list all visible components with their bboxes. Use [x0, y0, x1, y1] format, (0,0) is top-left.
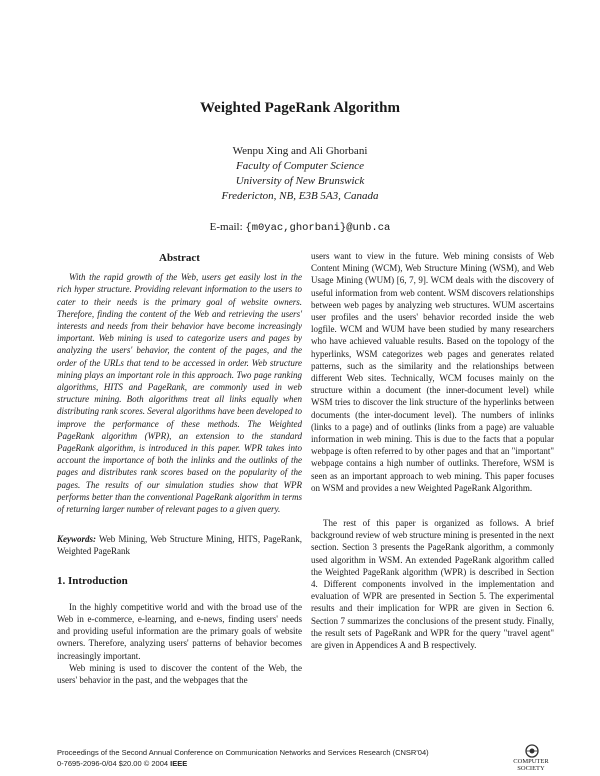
affiliation-faculty: Faculty of Computer Science [236, 160, 364, 172]
email-label: E-mail: [209, 221, 243, 233]
computer-society-label [500, 758, 562, 772]
paper-title: Weighted PageRank Algorithm [199, 100, 400, 116]
footer-isbn: 0-7695-2096-0/04 $20.00 © 2004 [57, 759, 169, 768]
left-column [57, 252, 302, 686]
email-line [0, 221, 600, 234]
abstract-heading: Abstract [159, 252, 200, 264]
footer-proceedings: Proceedings of the Second Annual Conference on Communication Networks and Services Research (CNSR'04) [57, 748, 429, 757]
right-column [311, 250, 554, 651]
intro-heading: 1. Introduction [57, 574, 128, 587]
logo-line-2: SOCIETY [517, 765, 545, 772]
keywords-label: Keywords: [57, 534, 96, 545]
right-paragraph-1: users want to view in the future. Web mining consists of Web Content Mining (WCM), Web Structure Mining (WSM), and Web Usage Mining (WUM) [6, 7, 9]. WCM deals with the discovery of useful information from web content. WSM discovers relationships between web pages by analyzing web structures. WUM ascertains user profiles and the users' behavior recorded inside the web logfile. WCM and WUM have been studied by many researchers who have achieved valuable results. Based on the topology of the hyperlinks, WSM categorizes web pages and generates related patterns, such as the similarity and the relationships between different Web sites. Technically, WCM focuses mainly on the structure within a document (the inner-document level) while WSM tries to discover the link structure of the hyperlinks between documents (the inter-document level). The numbers of inlinks (links to a page) and of outlinks (links from a page) are valuable information in web mining. This is due to the facts that a popular webpage is often referred to by other pages and that an "important" webpage contains a high number of outlinks. Therefore, WSM is seen as an important approach to web mining. This paper focuses on WSM and provides a new Weighted PageRank Algorithm. [311, 251, 554, 493]
author-names: Wenpu Xing and Ali Ghorbani [232, 145, 368, 157]
intro-paragraph-2: Web mining is used to discover the content of the Web, the users' behavior in the past, and the webpages that the [57, 662, 302, 686]
author-block [0, 144, 600, 204]
keywords [57, 533, 302, 557]
right-paragraph-2: The rest of this paper is organized as follows. A brief background review of web structure mining is presented in the next section. Section 3 presents the PageRank algorithm, a commonly used algorithm in WSM. An extended PageRank algorithm called the Weighted PageRank algorithm (WPR) is described in Section 4. Different components involved in the implementation and evaluation of WPR are presented in Section 5. The experimental results and their implication for WPR are given in Section 6. Section 7 summarizes the conclusions of the present study. Finally, the result sets of PageRank and WPR for the query "travel agent" are given in Appendices A and B respectively. [311, 518, 554, 651]
keywords-text: Web Mining, Web Structure Mining, HITS, PageRank, Weighted PageRank [57, 534, 302, 557]
footer-publisher: IEEE [170, 759, 188, 768]
affiliation-university: University of New Brunswick [235, 175, 365, 187]
page-footer [57, 747, 429, 769]
email-address: {m0yac,ghorbani}@unb.ca [245, 222, 391, 234]
abstract-text: With the rapid growth of the Web, users get easily lost in the rich hyper structure. Providing relevant information to the users to cater to their needs is the primary goal of website owners. Therefore, finding the content of the Web and retrieving the users' interests and needs from their behavior have become increasingly important. Web mining is used to categorize users and pages by analyzing the users' behavior, the content of the pages, and the order of the URLs that tend to be accessed in order. Web structure mining plays an important role in this approach. Two page ranking algorithms, HITS and PageRank, are commonly used in web structure mining. Both algorithms treat all links equally when distributing rank scores. Several algorithms have been developed to improve the performance of these methods. The Weighted PageRank algorithm (WPR), an extension to the standard PageRank algorithm, is introduced in this paper. WPR takes into account the importance of both the inlinks and the outlinks of the pages and distributes rank scores based on the popularity of the pages. The results of our simulation studies show that WPR performs better than the conventional PageRank algorithm in terms of returning larger number of relevant pages to a given query. [57, 272, 302, 515]
intro-paragraph-1: In the highly competitive world and with the broad use of the Web in e-commerce, e-learning, and e-news, finding users' needs and providing useful information are the primary goals of website owners. Therefore, analyzing users' patterns of behavior becomes increasingly important. [57, 601, 302, 661]
logo-line-1: COMPUTER [513, 758, 549, 765]
affiliation-address: Fredericton, NB, E3B 5A3, Canada [221, 190, 379, 202]
